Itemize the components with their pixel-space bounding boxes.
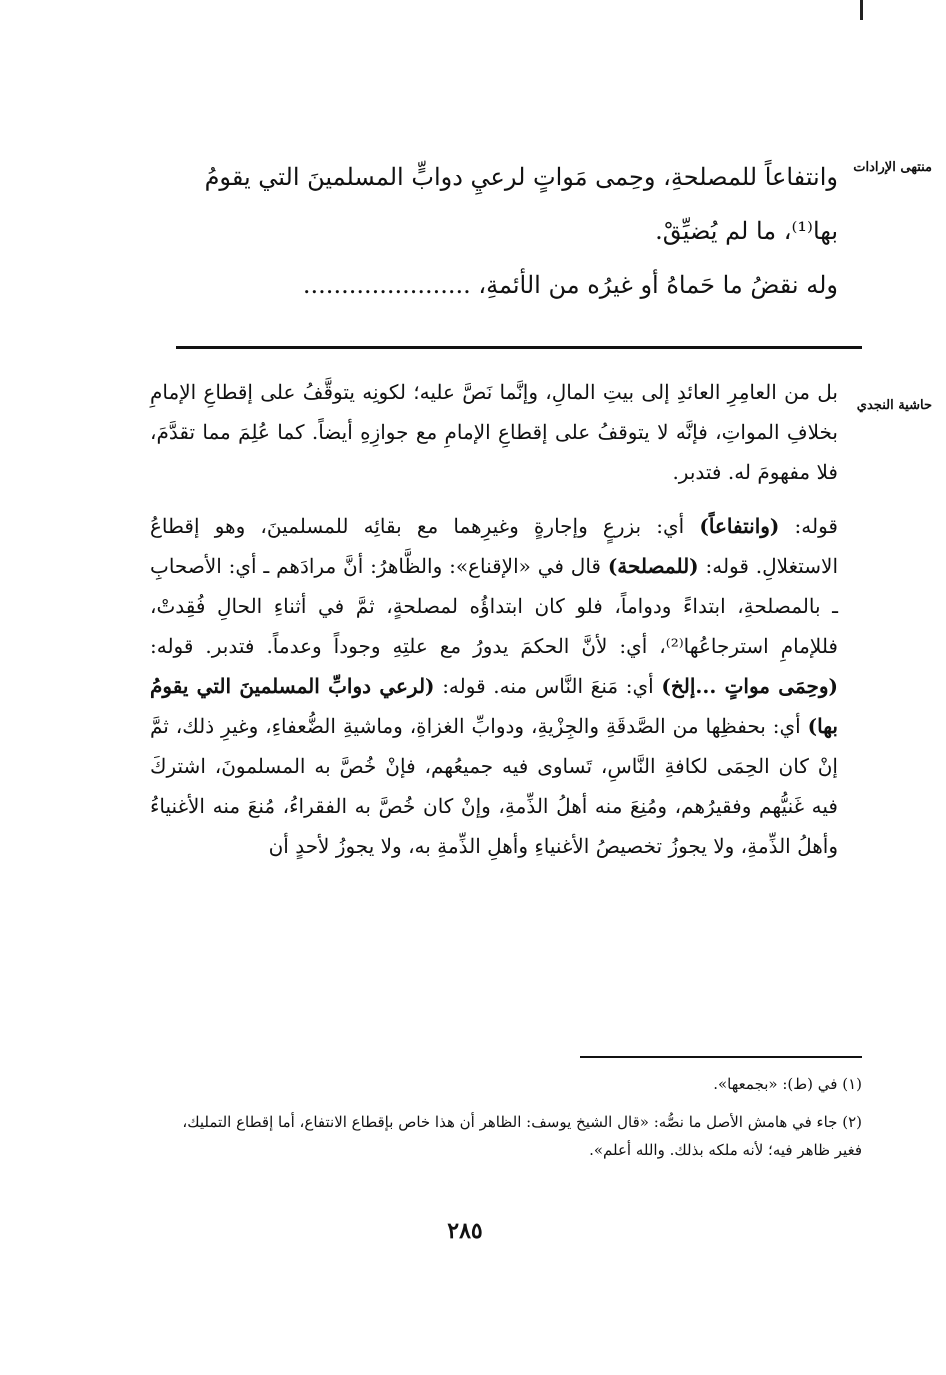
commentary-title-label: حاشية النجدي — [856, 398, 932, 413]
sharh-keyword: (لرعي دوابِّ المسلمينَ التي يقومُ بها) — [150, 674, 838, 738]
footnote-divider — [580, 1056, 862, 1058]
matn-divider — [176, 346, 862, 349]
sharh-keyword: (وانتفاعاً) — [699, 514, 780, 538]
sharh-paragraph-2 — [150, 506, 838, 866]
page-number: ٢٨٥ — [447, 1218, 483, 1244]
matn-line-3: وله نقضُ ما حَماهُ أو غيرُه من الأئمةِ، ...................... — [302, 271, 838, 299]
sharh-text-run: أي: بحفظِها من الصَّدقَةِ والجِزْيةِ، ودوابِّ الغزاةِ، وماشيةِ الضُّعفاءِ، وغيرِ ذلك، ثمَّ إنْ كان الحِمَى لكافةِ النَّاسِ، تَساوى فيه جميعُهم، فإنْ خُصَّ به المسلمونَ، اشتركَ فيه غَنيُّهم وفقيرُهم، ومُنِعَ منه أهلُ الذِّمةِ، وإنْ كان خُصَّ به الفقراءُ، مُنعَ منه الأغنياءُ وأهلُ الذِّمةِ، ولا يجوزُ تخصيصُ الأغنياءِ وأهلِ الذِّمةِ به، ولا يجوزُ لأحدٍ أن — [150, 714, 838, 858]
matn-line-1: وانتفاعاً للمصلحةِ، وحِمى مَواتٍ لرعيِ دوابٍّ المسلمينَ التي يقومُ — [204, 163, 838, 191]
sharh-keyword: (وحِمَى مواتٍ ...إلخ) — [661, 674, 838, 698]
matn-text — [150, 150, 838, 312]
footnote-1: (١) في (ط): «بجمعها». — [713, 1075, 862, 1093]
book-title-label: منتهى الإرادات — [853, 160, 932, 175]
sharh-keyword: (للمصلحة) — [607, 554, 699, 578]
footnotes — [162, 1070, 862, 1174]
sharh-text-run: أي: بزرعٍ وإجارةٍ وغيرِهما مع بقائِه للمسلمينَ، وهو إقطاعُ الاستغلالِ. قوله: — [150, 514, 838, 578]
sharh-paragraph-1: بل من العامِرِ العائدِ إلى بيتِ المالِ، وإنَّما نَصَّ عليه؛ لكونِه يتوقَّفُ على إقطاعِ الإمامِ بخلافِ المواتِ، فإنَّه لا يتوقفُ على إقطاعِ الإمامِ مع جوازِهِ أيضاً. كما عُلِمَ مما تقدَّمَ، فلا مفهومَ له. فتدبر. — [150, 380, 838, 484]
matn-line-2: بها⁽¹⁾، ما لم يُضيِّقْ. — [655, 217, 838, 245]
scan-corner-mark — [860, 0, 863, 20]
footnote-2: (٢) جاء في هامش الأصل ما نصُّه: «قال الشيخ يوسف: الظاهر أن هذا خاص بإقطاع الانتفاع، أما إقطاع التمليك، فغير ظاهر فيه؛ لأنه ملكه بذلك. والله أعلم». — [182, 1113, 862, 1159]
sharh-text-run: أي: مَنعَ النَّاس منه. قوله: — [434, 674, 662, 698]
sharh-text-run: قال في «الإقناع»: والظَّاهرُ: أنَّ مرادَهم ـ أي: الأصحابِ ـ بالمصلحةِ، ابتداءً ودواماً، فلو كان ابتداؤُه لمصلحةٍ، ثمَّ في أثناءِ الحالِ فُقِدتْ، فللإمامِ استرجاعُها⁽²⁾، أي: لأنَّ الحكمَ يدورُ مع علتِهِ وجوداً وعدماً. فتدبر. قوله: — [150, 554, 838, 658]
sharh-text — [150, 372, 838, 880]
sharh-text-run: قوله: — [779, 514, 838, 538]
